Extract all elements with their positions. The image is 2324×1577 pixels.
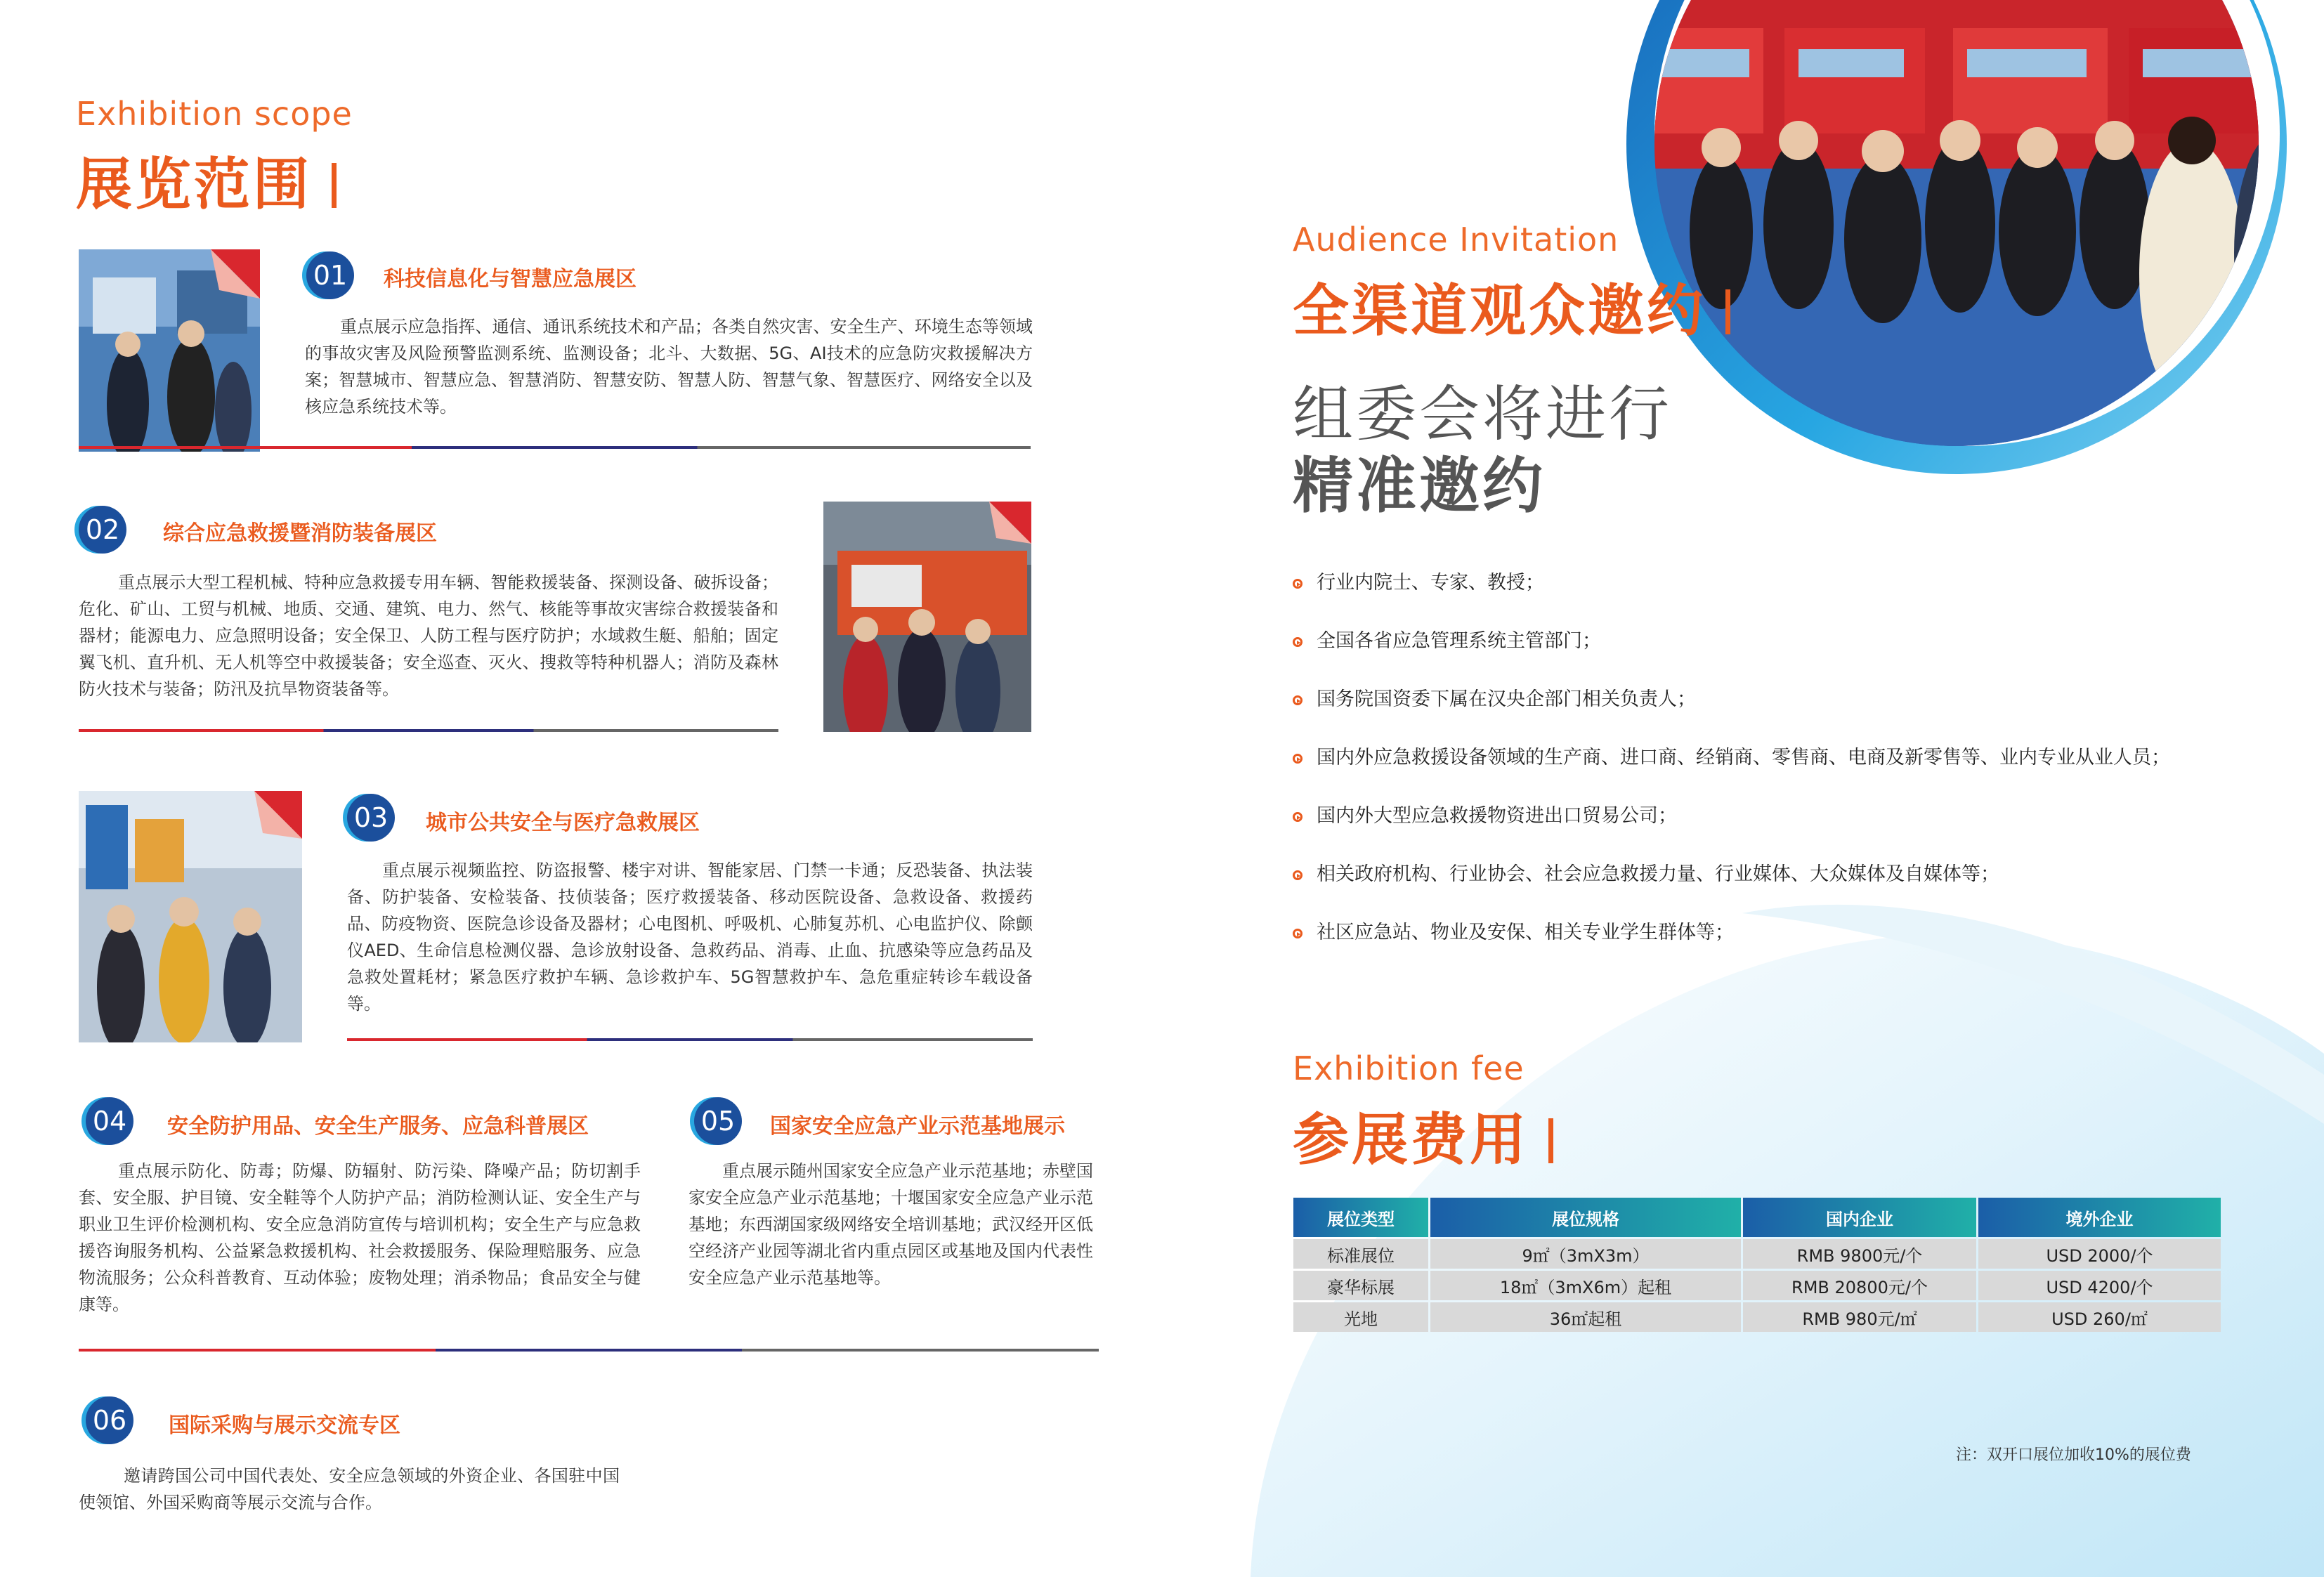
fee-cell: 光地 — [1293, 1302, 1428, 1332]
fee-cell: 18㎡（3mX6m）起租 — [1430, 1271, 1741, 1300]
bullet-icon — [1293, 695, 1303, 705]
table-row — [1293, 1239, 2221, 1269]
section-03-body: 重点展示视频监控、防盗报警、楼宇对讲、智能家居、门禁一卡通；反恐装备、执法装备、防护装备、安检装备、技侦装备；医疗救援装备、移动医院设备、急救设备、救援药品、防疫物资、医院急诊设备及器材；心电图机、呼吸机、心肺复苏机、心电监护仪、除颤仪AED、生命信息检测仪器、急诊放射设备、急救药品、消毒、止血、抗感染等应急药品及急救处置耗材；紧急医疗救护车辆、急诊救护车、5G智慧救护车、急危重症转诊车载设备等。 — [347, 861, 1033, 1014]
title-bar-decoration — [332, 163, 337, 208]
section-05-title: 国家安全应急产业示范基地展示 — [770, 1114, 1065, 1139]
bullet-icon — [1293, 870, 1303, 880]
audience-item: 国务院国资委下属在汉央企部门相关负责人； — [1293, 686, 2170, 714]
audience-cn-title — [1293, 266, 1730, 346]
audience-cn-title-text: 全渠道观众邀约 — [1293, 278, 1706, 343]
audience-item: 行业内院士、专家、教授； — [1293, 569, 2170, 597]
section-04-title: 安全防护用品、安全生产服务、应急科普展区 — [167, 1114, 589, 1139]
audience-item: 全国各省应急管理系统主管部门； — [1293, 627, 2170, 655]
fee-cell: 标准展位 — [1293, 1239, 1428, 1269]
scope-en-title: Exhibition scope — [76, 95, 353, 133]
section-01-divider — [79, 446, 1031, 449]
fee-en-title: Exhibition fee — [1293, 1049, 1525, 1087]
section-05-number: 05 — [694, 1097, 742, 1145]
title-bar-decoration — [1548, 1118, 1553, 1163]
audience-list — [1293, 569, 2170, 947]
fee-cell: USD 4200/个 — [1978, 1271, 2221, 1300]
section-06-number: 06 — [86, 1396, 133, 1444]
audience-subtitle-1: 组委会将进行 — [1293, 379, 1672, 450]
bullet-icon — [1293, 929, 1303, 938]
fee-cell: 豪华标展 — [1293, 1271, 1428, 1300]
fee-table-header — [1293, 1198, 2221, 1237]
audience-item: 社区应急站、物业及安保、相关专业学生群体等； — [1293, 919, 2170, 947]
fee-cell: RMB 980元/㎡ — [1743, 1302, 1976, 1332]
bullet-icon — [1293, 754, 1303, 764]
section-02-title: 综合应急救援暨消防装备展区 — [163, 521, 437, 546]
fee-cn-title — [1293, 1094, 1553, 1175]
audience-item: 相关政府机构、行业协会、社会应急救援力量、行业媒体、大众媒体及自媒体等； — [1293, 861, 2170, 889]
audience-item: 国内外应急救援设备领域的生产商、进口商、经销商、零售商、电商及新零售等、业内专业从业人员； — [1293, 744, 2170, 772]
section-05-body: 重点展示随州国家安全应急产业示范基地；赤壁国家安全应急产业示范基地；十堰国家安全应急产业示范基地；东西湖国家级网络安全培训基地；武汉经开区低空经济产业园等湖北省内重点园区或基地及国内代表性安全应急产业示范基地等。 — [688, 1161, 1093, 1288]
fee-cell: USD 2000/个 — [1978, 1239, 2221, 1269]
section-03-number: 03 — [347, 794, 395, 842]
fee-cn-title-text: 参展费用 — [1293, 1107, 1529, 1172]
table-row — [1293, 1302, 2221, 1332]
bullet-icon — [1293, 579, 1303, 589]
fee-cell: USD 260/㎡ — [1978, 1302, 2221, 1332]
section-02-body: 重点展示大型工程机械、特种应急救援专用车辆、智能救援装备、探测设备、破拆设备；危化、矿山、工贸与机械、地质、交通、建筑、电力、然气、核能等事故灾害综合救援装备和器材；能源电力、应急照明设备；安全保卫、人防工程与医疗防护；水域救生艇、船舶；固定翼飞机、直升机、无人机等空中救援装备；安全巡查、灭火、搜救等特种机器人；消防及森林防火技术与装备；防汛及抗旱物资装备等。 — [79, 572, 778, 699]
fee-table — [1291, 1196, 2223, 1334]
audience-en-title: Audience Invitation — [1293, 221, 1619, 259]
section-03-photo — [79, 791, 302, 1042]
fee-cell: 9㎡（3mX3m） — [1430, 1239, 1741, 1269]
fee-note: 注：双开口展位加收10%的展位费 — [1956, 1446, 2191, 1464]
section-01-number: 01 — [306, 251, 354, 299]
section-03-title: 城市公共安全与医疗急救展区 — [426, 811, 700, 835]
bullet-icon — [1293, 812, 1303, 822]
fee-header-cell: 境外企业 — [1978, 1198, 2221, 1237]
audience-subtitle-2: 精准邀约 — [1293, 451, 1546, 521]
section-06-title: 国际采购与展示交流专区 — [169, 1413, 400, 1438]
fee-cell: RMB 20800元/个 — [1743, 1271, 1976, 1300]
title-bar-decoration — [1725, 289, 1730, 334]
audience-item: 国内外大型应急救援物资进出口贸易公司； — [1293, 802, 2170, 830]
section-02-photo — [823, 502, 1031, 732]
section-04-05-divider — [79, 1349, 1099, 1352]
section-06-body: 邀请跨国公司中国代表处、安全应急领域的外资企业、各国驻中国使领馆、外国采购商等展示交流与合作。 — [79, 1466, 620, 1512]
section-02-divider — [79, 729, 778, 732]
fee-cell: RMB 9800元/个 — [1743, 1239, 1976, 1269]
section-03-divider — [347, 1038, 1033, 1041]
section-04-number: 04 — [86, 1097, 133, 1145]
scope-cn-title — [76, 139, 337, 220]
section-02-number: 02 — [79, 506, 126, 554]
section-01-title: 科技信息化与智慧应急展区 — [384, 267, 637, 292]
scope-cn-title-text: 展览范围 — [76, 152, 312, 217]
bullet-icon — [1293, 637, 1303, 647]
fee-header-cell: 展位类型 — [1293, 1198, 1428, 1237]
section-01-photo — [79, 249, 260, 452]
fee-cell: 36㎡起租 — [1430, 1302, 1741, 1332]
section-04-body: 重点展示防化、防毒；防爆、防辐射、防污染、降噪产品；防切割手套、安全服、护目镜、安全鞋等个人防护产品；消防检测认证、安全生产与职业卫生评价检测机构、安全应急消防宣传与培训机构；安全生产与应急救援咨询服务机构、公益紧急救援机构、社会救援服务、保险理赔服务、应急物流服务；公众科普教育、互动体验；废物处理；消杀物品；食品安全与健康等。 — [79, 1161, 641, 1314]
fee-header-cell: 国内企业 — [1743, 1198, 1976, 1237]
section-01-body: 重点展示应急指挥、通信、通讯系统技术和产品；各类自然灾害、安全生产、环境生态等领域的事故灾害及风险预警监测系统、监测设备；北斗、大数据、5G、AI技术的应急防灾救援解决方案；智慧城市、智慧应急、智慧消防、智慧安防、智慧人防、智慧气象、智慧医疗、网络安全以及核应急系统技术等。 — [305, 317, 1033, 417]
fee-header-cell: 展位规格 — [1430, 1198, 1741, 1237]
table-row — [1293, 1271, 2221, 1300]
